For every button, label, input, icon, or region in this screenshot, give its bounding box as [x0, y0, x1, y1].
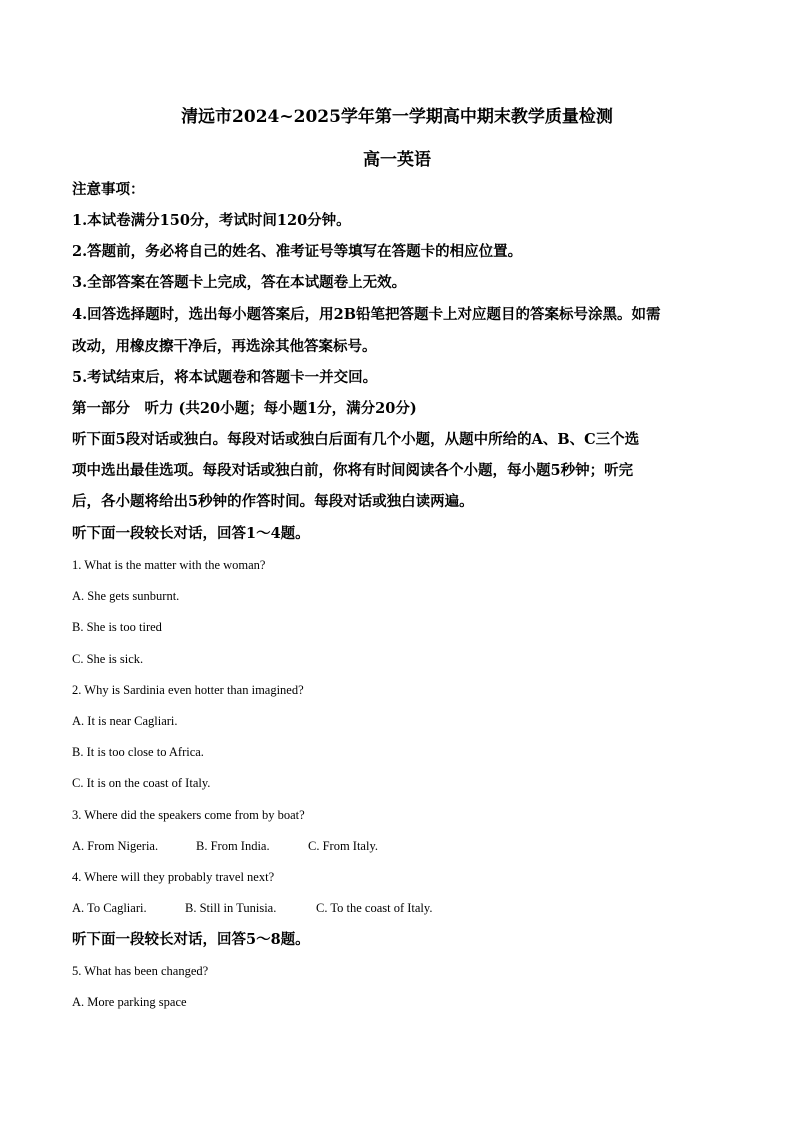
- note-item-4-continued: 改动，用橡皮擦干净后，再选涂其他答案标号。: [72, 338, 377, 355]
- section-heading: 第一部分 听力 (共20小题；每小题1分，满分20分): [72, 400, 417, 417]
- q1-option-c: C. She is sick.: [72, 652, 144, 666]
- question-4: 4. Where will they probably travel next?: [72, 870, 275, 884]
- q3-option-b: B. From India.: [196, 839, 270, 853]
- question-3: 3. Where did the speakers come from by boat?: [72, 808, 305, 822]
- instructions-line-3: 后，各小题将给出5秒钟的作答时间。每段对话或独白读两遍。: [72, 493, 474, 510]
- q2-option-a: A. It is near Cagliari.: [72, 714, 178, 728]
- instructions-line-2: 项中选出最佳选项。每段对话或独白前，你将有时间阅读各个小题，每小题5秒钟；听完: [72, 462, 634, 479]
- group-heading-1: 听下面一段较长对话，回答1～4题。: [72, 525, 310, 542]
- note-item-4: 4.回答选择题时，选出每小题答案后，用2B铅笔把答题卡上对应题目的答案标号涂黑。如需: [72, 306, 661, 323]
- question-2: 2. Why is Sardinia even hotter than imagined?: [72, 683, 304, 697]
- q2-option-b: B. It is too close to Africa.: [72, 745, 204, 759]
- note-item-3: 3.全部答案在答题卡上完成，答在本试题卷上无效。: [72, 274, 407, 291]
- subject-title: 高一英语: [363, 150, 431, 170]
- q2-option-c: C. It is on the coast of Italy.: [72, 776, 211, 790]
- note-item-2: 2.答题前，务必将自己的姓名、准考证号等填写在答题卡的相应位置。: [72, 243, 523, 260]
- question-5: 5. What has been changed?: [72, 964, 209, 978]
- q3-option-a: A. From Nigeria.: [72, 839, 159, 853]
- q4-option-c: C. To the coast of Italy.: [316, 901, 433, 915]
- q4-options: [72, 899, 432, 917]
- q4-option-a: A. To Cagliari.: [72, 901, 147, 915]
- q3-option-c: C. From Italy.: [308, 839, 379, 853]
- note-item-5: 5.考试结束后，将本试题卷和答题卡一并交回。: [72, 369, 378, 386]
- group-heading-2: 听下面一段较长对话，回答5～8题。: [72, 931, 310, 948]
- exam-title: 清远市2024~2025学年第一学期高中期末教学质量检测: [181, 107, 613, 127]
- note-item-1: 1.本试卷满分150分，考试时间120分钟。: [72, 212, 351, 229]
- q5-option-a: A. More parking space: [72, 995, 187, 1009]
- question-1: 1. What is the matter with the woman?: [72, 558, 266, 572]
- q4-option-b: B. Still in Tunisia.: [185, 901, 277, 915]
- q3-options: [72, 837, 378, 855]
- q1-option-a: A. She gets sunburnt.: [72, 589, 180, 603]
- q1-option-b: B. She is too tired: [72, 620, 162, 634]
- notes-heading: 注意事项：: [72, 181, 145, 198]
- instructions-line-1: 听下面5段对话或独白。每段对话或独白后面有几个小题，从题中所给的A、B、C三个选: [72, 431, 640, 448]
